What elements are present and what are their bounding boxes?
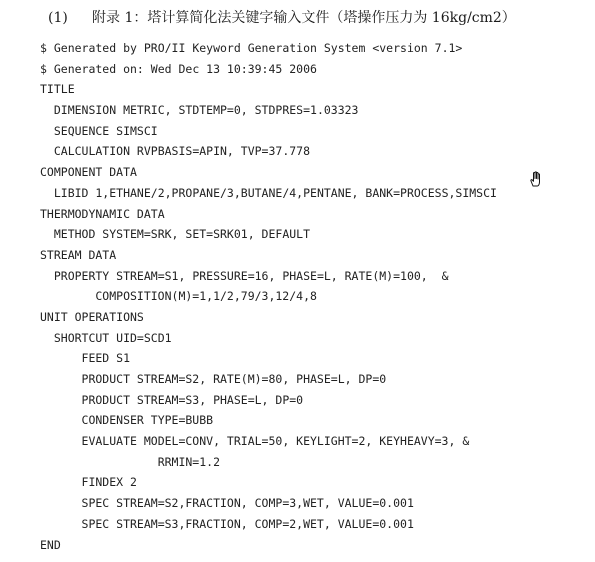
code-line: SPEC STREAM=S2,FRACTION, COMP=3,WET, VALUE=0.001 (81, 496, 414, 511)
appendix-heading (48, 8, 516, 28)
heading-title: 附录 1：塔计算简化法关键字输入文件（塔操作压力为 16kg/cm2） (92, 10, 516, 26)
code-line: END (40, 537, 61, 552)
hand-pointer-icon (528, 170, 544, 188)
code-line: METHOD SYSTEM=SRK, SET=SRK01, DEFAULT (53, 227, 311, 242)
code-line: TITLE (40, 82, 75, 97)
keyword-input-listing (40, 38, 497, 555)
code-line: EVALUATE MODEL=CONV, TRIAL=50, KEYLIGHT=2, KEYHEAVY=3, & (81, 434, 470, 449)
code-line: PRODUCT STREAM=S2, RATE(M)=80, PHASE=L, DP=0 (81, 372, 387, 386)
code-line: SPEC STREAM=S3,FRACTION, COMP=2,WET, VALUE=0.001 (81, 516, 414, 531)
code-line: $ Generated on: Wed Dec 13 10:39:45 2006 (40, 61, 317, 76)
code-line: CALCULATION RVPBASIS=APIN, TVP=37.778 (53, 144, 311, 159)
code-line: THERMODYNAMIC DATA (40, 206, 165, 221)
code-line: SEQUENCE SIMSCI (53, 123, 158, 138)
code-line: CONDENSER TYPE=BUBB (81, 413, 214, 428)
code-line: LIBID 1,ETHANE/2,PROPANE/3,BUTANE/4,PENTANE, BANK=PROCESS,SIMSCI (53, 185, 497, 200)
code-line: RRMIN=1.2 (157, 454, 220, 469)
code-line: DIMENSION METRIC, STDTEMP=0, STDPRES=1.03323 (53, 103, 359, 118)
heading-number: (1) (48, 10, 68, 26)
code-line: PRODUCT STREAM=S3, PHASE=L, DP=0 (81, 392, 304, 407)
code-line: FINDEX 2 (81, 475, 137, 490)
code-line: UNIT OPERATIONS (40, 309, 144, 324)
code-line: $ Generated by PRO/II Keyword Generation System <version 7.1> (40, 41, 463, 55)
code-line: SHORTCUT UID=SCD1 (53, 330, 172, 345)
code-line: COMPONENT DATA (40, 165, 137, 180)
code-line: COMPOSITION(M)=1,1/2,79/3,12/4,8 (95, 289, 317, 304)
code-line: PROPERTY STREAM=S1, PRESSURE=16, PHASE=L, RATE(M)=100, & (53, 268, 449, 283)
code-line: FEED S1 (81, 351, 130, 366)
code-line: STREAM DATA (40, 247, 117, 262)
